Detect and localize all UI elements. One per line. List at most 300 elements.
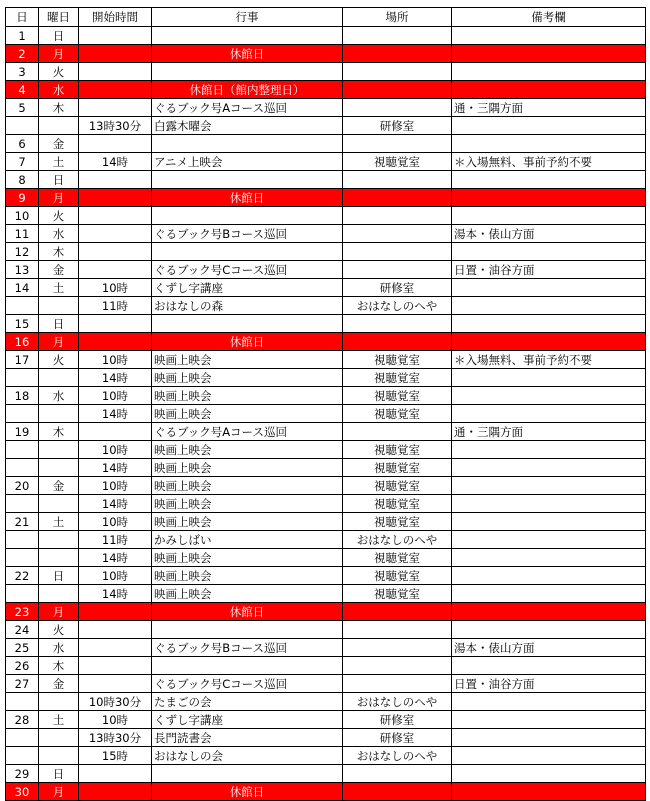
note-cell xyxy=(452,189,646,207)
weekday-cell: 火 xyxy=(39,63,79,81)
event-cell: ぐるブック号Aコース巡回 xyxy=(152,99,343,117)
event-cell xyxy=(152,657,343,675)
start-time-cell: 13時30分 xyxy=(79,729,152,747)
note-cell xyxy=(452,621,646,639)
note-cell: 日置・油谷方面 xyxy=(452,261,646,279)
header-weekday: 曜日 xyxy=(39,8,79,27)
note-cell xyxy=(452,441,646,459)
table-row xyxy=(6,747,646,765)
header-row xyxy=(6,8,646,27)
event-cell: ぐるブック号Bコース巡回 xyxy=(152,225,343,243)
weekday-cell: 月 xyxy=(39,189,79,207)
weekday-cell xyxy=(39,549,79,567)
weekday-cell: 火 xyxy=(39,351,79,369)
event-cell: アニメ上映会 xyxy=(152,153,343,171)
closed-day-row xyxy=(6,603,646,621)
note-cell xyxy=(452,315,646,333)
place-cell xyxy=(343,423,452,441)
note-cell xyxy=(452,297,646,315)
note-cell xyxy=(452,729,646,747)
place-cell: 視聴覚室 xyxy=(343,513,452,531)
event-cell xyxy=(152,315,343,333)
table-row xyxy=(6,171,646,189)
start-time-cell: 14時 xyxy=(79,369,152,387)
weekday-cell xyxy=(39,459,79,477)
place-cell xyxy=(343,675,452,693)
table-row xyxy=(6,657,646,675)
day-cell: 8 xyxy=(6,171,39,189)
event-cell: 休館日（館内整理日） xyxy=(152,81,343,99)
event-cell: 休館日 xyxy=(152,603,343,621)
event-cell: 映画上映会 xyxy=(152,495,343,513)
day-cell: 4 xyxy=(6,81,39,99)
weekday-cell: 日 xyxy=(39,315,79,333)
note-cell xyxy=(452,477,646,495)
note-cell: 日置・油谷方面 xyxy=(452,675,646,693)
place-cell: 研修室 xyxy=(343,117,452,135)
start-time-cell: 10時 xyxy=(79,279,152,297)
note-cell: ＊入場無料、事前予約不要 xyxy=(452,153,646,171)
table-row xyxy=(6,405,646,423)
day-cell xyxy=(6,297,39,315)
event-cell: 休館日 xyxy=(152,783,343,801)
header-place: 場所 xyxy=(343,8,452,27)
start-time-cell xyxy=(79,81,152,99)
start-time-cell: 14時 xyxy=(79,459,152,477)
start-time-cell: 10時 xyxy=(79,477,152,495)
place-cell xyxy=(343,243,452,261)
table-row xyxy=(6,711,646,729)
day-cell xyxy=(6,549,39,567)
note-cell xyxy=(452,45,646,63)
table-row xyxy=(6,477,646,495)
place-cell xyxy=(343,45,452,63)
table-row xyxy=(6,513,646,531)
place-cell: 視聴覚室 xyxy=(343,387,452,405)
table-row xyxy=(6,729,646,747)
note-cell xyxy=(452,459,646,477)
start-time-cell: 10時 xyxy=(79,711,152,729)
table-row xyxy=(6,567,646,585)
day-cell: 3 xyxy=(6,63,39,81)
note-cell xyxy=(452,135,646,153)
weekday-cell: 水 xyxy=(39,387,79,405)
event-cell: 映画上映会 xyxy=(152,459,343,477)
event-cell: 映画上映会 xyxy=(152,405,343,423)
weekday-cell: 月 xyxy=(39,45,79,63)
closed-day-row xyxy=(6,189,646,207)
day-cell: 9 xyxy=(6,189,39,207)
day-cell: 12 xyxy=(6,243,39,261)
event-cell: 映画上映会 xyxy=(152,351,343,369)
event-cell: ぐるブック号Cコース巡回 xyxy=(152,261,343,279)
event-cell xyxy=(152,621,343,639)
day-cell: 7 xyxy=(6,153,39,171)
day-cell xyxy=(6,441,39,459)
event-cell: くずし字講座 xyxy=(152,711,343,729)
weekday-cell: 金 xyxy=(39,261,79,279)
place-cell xyxy=(343,207,452,225)
weekday-cell: 水 xyxy=(39,225,79,243)
place-cell xyxy=(343,333,452,351)
weekday-cell: 火 xyxy=(39,207,79,225)
event-cell: 映画上映会 xyxy=(152,513,343,531)
start-time-cell xyxy=(79,333,152,351)
place-cell: 視聴覚室 xyxy=(343,495,452,513)
note-cell xyxy=(452,117,646,135)
note-cell: 湯本・俵山方面 xyxy=(452,639,646,657)
weekday-cell: 土 xyxy=(39,711,79,729)
day-cell xyxy=(6,117,39,135)
start-time-cell xyxy=(79,207,152,225)
weekday-cell: 水 xyxy=(39,639,79,657)
start-time-cell xyxy=(79,639,152,657)
start-time-cell xyxy=(79,45,152,63)
event-cell xyxy=(152,135,343,153)
day-cell: 22 xyxy=(6,567,39,585)
day-cell: 2 xyxy=(6,45,39,63)
note-cell xyxy=(452,531,646,549)
weekday-cell: 月 xyxy=(39,333,79,351)
place-cell: 視聴覚室 xyxy=(343,369,452,387)
day-cell: 13 xyxy=(6,261,39,279)
place-cell: 視聴覚室 xyxy=(343,585,452,603)
event-cell: 映画上映会 xyxy=(152,387,343,405)
start-time-cell xyxy=(79,423,152,441)
day-cell: 16 xyxy=(6,333,39,351)
table-row xyxy=(6,315,646,333)
place-cell: 視聴覚室 xyxy=(343,351,452,369)
note-cell xyxy=(452,495,646,513)
table-row xyxy=(6,585,646,603)
start-time-cell xyxy=(79,621,152,639)
weekday-cell: 木 xyxy=(39,99,79,117)
table-row xyxy=(6,369,646,387)
closed-day-row xyxy=(6,45,646,63)
weekday-cell xyxy=(39,495,79,513)
note-cell xyxy=(452,765,646,783)
start-time-cell: 10時 xyxy=(79,567,152,585)
start-time-cell xyxy=(79,225,152,243)
event-cell xyxy=(152,171,343,189)
event-cell: 休館日 xyxy=(152,45,343,63)
header-event: 行事 xyxy=(152,8,343,27)
start-time-cell xyxy=(79,675,152,693)
event-cell: 映画上映会 xyxy=(152,441,343,459)
place-cell xyxy=(343,27,452,45)
note-cell xyxy=(452,549,646,567)
event-cell xyxy=(152,765,343,783)
place-cell xyxy=(343,657,452,675)
event-cell: おはなしの会 xyxy=(152,747,343,765)
table-row xyxy=(6,423,646,441)
day-cell: 24 xyxy=(6,621,39,639)
note-cell xyxy=(452,711,646,729)
place-cell xyxy=(343,189,452,207)
table-row xyxy=(6,765,646,783)
place-cell xyxy=(343,225,452,243)
start-time-cell: 11時 xyxy=(79,297,152,315)
table-row xyxy=(6,297,646,315)
closed-day-row xyxy=(6,81,646,99)
table-row xyxy=(6,549,646,567)
start-time-cell: 14時 xyxy=(79,153,152,171)
day-cell xyxy=(6,459,39,477)
event-cell: くずし字講座 xyxy=(152,279,343,297)
day-cell: 29 xyxy=(6,765,39,783)
day-cell: 27 xyxy=(6,675,39,693)
start-time-cell: 14時 xyxy=(79,495,152,513)
day-cell: 15 xyxy=(6,315,39,333)
table-row xyxy=(6,207,646,225)
place-cell xyxy=(343,783,452,801)
event-cell xyxy=(152,207,343,225)
weekday-cell: 金 xyxy=(39,135,79,153)
table-row xyxy=(6,261,646,279)
header-note: 備考欄 xyxy=(452,8,646,27)
note-cell xyxy=(452,387,646,405)
place-cell: 視聴覚室 xyxy=(343,153,452,171)
weekday-cell: 月 xyxy=(39,603,79,621)
place-cell xyxy=(343,315,452,333)
day-cell xyxy=(6,495,39,513)
table-row xyxy=(6,99,646,117)
event-cell: 白露木曜会 xyxy=(152,117,343,135)
weekday-cell xyxy=(39,405,79,423)
weekday-cell xyxy=(39,585,79,603)
place-cell xyxy=(343,603,452,621)
place-cell: 研修室 xyxy=(343,729,452,747)
table-row xyxy=(6,639,646,657)
place-cell xyxy=(343,135,452,153)
start-time-cell xyxy=(79,315,152,333)
event-cell: 休館日 xyxy=(152,333,343,351)
table-row xyxy=(6,351,646,369)
day-cell xyxy=(6,747,39,765)
start-time-cell: 13時30分 xyxy=(79,117,152,135)
place-cell: 視聴覚室 xyxy=(343,477,452,495)
weekday-cell xyxy=(39,729,79,747)
day-cell xyxy=(6,369,39,387)
start-time-cell: 10時 xyxy=(79,441,152,459)
note-cell xyxy=(452,603,646,621)
place-cell xyxy=(343,261,452,279)
start-time-cell: 10時30分 xyxy=(79,693,152,711)
start-time-cell: 10時 xyxy=(79,351,152,369)
place-cell xyxy=(343,639,452,657)
table-row xyxy=(6,153,646,171)
place-cell: 研修室 xyxy=(343,711,452,729)
table-row xyxy=(6,531,646,549)
table-row xyxy=(6,243,646,261)
place-cell: おはなしのへや xyxy=(343,531,452,549)
event-cell: 映画上映会 xyxy=(152,585,343,603)
table-row xyxy=(6,675,646,693)
weekday-cell: 火 xyxy=(39,621,79,639)
place-cell: 視聴覚室 xyxy=(343,459,452,477)
note-cell: 通・三隅方面 xyxy=(452,423,646,441)
place-cell: 視聴覚室 xyxy=(343,405,452,423)
day-cell: 25 xyxy=(6,639,39,657)
place-cell: 視聴覚室 xyxy=(343,441,452,459)
start-time-cell: 14時 xyxy=(79,585,152,603)
table-row xyxy=(6,441,646,459)
note-cell xyxy=(452,657,646,675)
weekday-cell: 木 xyxy=(39,657,79,675)
place-cell xyxy=(343,765,452,783)
place-cell xyxy=(343,63,452,81)
weekday-cell xyxy=(39,441,79,459)
note-cell: 湯本・俵山方面 xyxy=(452,225,646,243)
weekday-cell xyxy=(39,747,79,765)
place-cell xyxy=(343,81,452,99)
table-row xyxy=(6,621,646,639)
weekday-cell: 金 xyxy=(39,477,79,495)
start-time-cell xyxy=(79,765,152,783)
weekday-cell: 日 xyxy=(39,27,79,45)
weekday-cell: 日 xyxy=(39,567,79,585)
header-start-time: 開始時間 xyxy=(79,8,152,27)
start-time-cell xyxy=(79,261,152,279)
weekday-cell xyxy=(39,117,79,135)
note-cell xyxy=(452,207,646,225)
event-cell xyxy=(152,63,343,81)
note-cell xyxy=(452,81,646,99)
weekday-cell: 土 xyxy=(39,279,79,297)
day-cell: 20 xyxy=(6,477,39,495)
note-cell xyxy=(452,567,646,585)
weekday-cell: 土 xyxy=(39,153,79,171)
table-row xyxy=(6,27,646,45)
event-cell: 長門読書会 xyxy=(152,729,343,747)
start-time-cell xyxy=(79,783,152,801)
start-time-cell xyxy=(79,603,152,621)
table-row xyxy=(6,225,646,243)
note-cell xyxy=(452,405,646,423)
weekday-cell: 日 xyxy=(39,765,79,783)
event-calendar-table xyxy=(5,7,646,801)
event-cell: ぐるブック号Bコース巡回 xyxy=(152,639,343,657)
note-cell xyxy=(452,243,646,261)
day-cell: 21 xyxy=(6,513,39,531)
weekday-cell: 水 xyxy=(39,81,79,99)
event-cell: 映画上映会 xyxy=(152,369,343,387)
day-cell: 18 xyxy=(6,387,39,405)
start-time-cell xyxy=(79,171,152,189)
day-cell: 17 xyxy=(6,351,39,369)
day-cell xyxy=(6,531,39,549)
weekday-cell xyxy=(39,531,79,549)
place-cell xyxy=(343,171,452,189)
weekday-cell xyxy=(39,369,79,387)
note-cell xyxy=(452,333,646,351)
table-row xyxy=(6,279,646,297)
table-row xyxy=(6,387,646,405)
table-row xyxy=(6,495,646,513)
closed-day-row xyxy=(6,783,646,801)
table-row xyxy=(6,117,646,135)
day-cell: 6 xyxy=(6,135,39,153)
start-time-cell: 10時 xyxy=(79,387,152,405)
table-row xyxy=(6,459,646,477)
day-cell: 28 xyxy=(6,711,39,729)
note-cell xyxy=(452,369,646,387)
weekday-cell: 木 xyxy=(39,423,79,441)
place-cell xyxy=(343,99,452,117)
place-cell: 研修室 xyxy=(343,279,452,297)
day-cell: 23 xyxy=(6,603,39,621)
start-time-cell xyxy=(79,27,152,45)
start-time-cell xyxy=(79,243,152,261)
day-cell: 26 xyxy=(6,657,39,675)
place-cell: おはなしのへや xyxy=(343,693,452,711)
note-cell xyxy=(452,747,646,765)
event-cell xyxy=(152,243,343,261)
table-row xyxy=(6,63,646,81)
day-cell: 19 xyxy=(6,423,39,441)
place-cell xyxy=(343,621,452,639)
start-time-cell: 10時 xyxy=(79,513,152,531)
day-cell: 1 xyxy=(6,27,39,45)
day-cell xyxy=(6,405,39,423)
start-time-cell xyxy=(79,99,152,117)
event-cell: かみしばい xyxy=(152,531,343,549)
day-cell: 11 xyxy=(6,225,39,243)
event-cell: 休館日 xyxy=(152,189,343,207)
event-cell: たまごの会 xyxy=(152,693,343,711)
place-cell: おはなしのへや xyxy=(343,747,452,765)
weekday-cell: 日 xyxy=(39,171,79,189)
note-cell: 通・三隅方面 xyxy=(452,99,646,117)
start-time-cell xyxy=(79,135,152,153)
place-cell: おはなしのへや xyxy=(343,297,452,315)
event-cell: 映画上映会 xyxy=(152,549,343,567)
note-cell xyxy=(452,693,646,711)
note-cell xyxy=(452,63,646,81)
event-cell: おはなしの森 xyxy=(152,297,343,315)
note-cell xyxy=(452,171,646,189)
note-cell xyxy=(452,585,646,603)
event-cell: 映画上映会 xyxy=(152,477,343,495)
weekday-cell: 月 xyxy=(39,783,79,801)
event-cell: ぐるブック号Cコース巡回 xyxy=(152,675,343,693)
weekday-cell: 土 xyxy=(39,513,79,531)
start-time-cell xyxy=(79,63,152,81)
table-row xyxy=(6,135,646,153)
weekday-cell xyxy=(39,297,79,315)
note-cell xyxy=(452,513,646,531)
event-cell: 映画上映会 xyxy=(152,567,343,585)
closed-day-row xyxy=(6,333,646,351)
start-time-cell xyxy=(79,189,152,207)
note-cell xyxy=(452,783,646,801)
day-cell xyxy=(6,693,39,711)
start-time-cell: 14時 xyxy=(79,405,152,423)
weekday-cell: 金 xyxy=(39,675,79,693)
weekday-cell: 木 xyxy=(39,243,79,261)
day-cell xyxy=(6,729,39,747)
start-time-cell xyxy=(79,657,152,675)
start-time-cell: 11時 xyxy=(79,531,152,549)
day-cell: 14 xyxy=(6,279,39,297)
table-row xyxy=(6,693,646,711)
header-day: 日 xyxy=(6,8,39,27)
place-cell: 視聴覚室 xyxy=(343,567,452,585)
day-cell xyxy=(6,585,39,603)
start-time-cell: 15時 xyxy=(79,747,152,765)
note-cell xyxy=(452,27,646,45)
day-cell: 5 xyxy=(6,99,39,117)
